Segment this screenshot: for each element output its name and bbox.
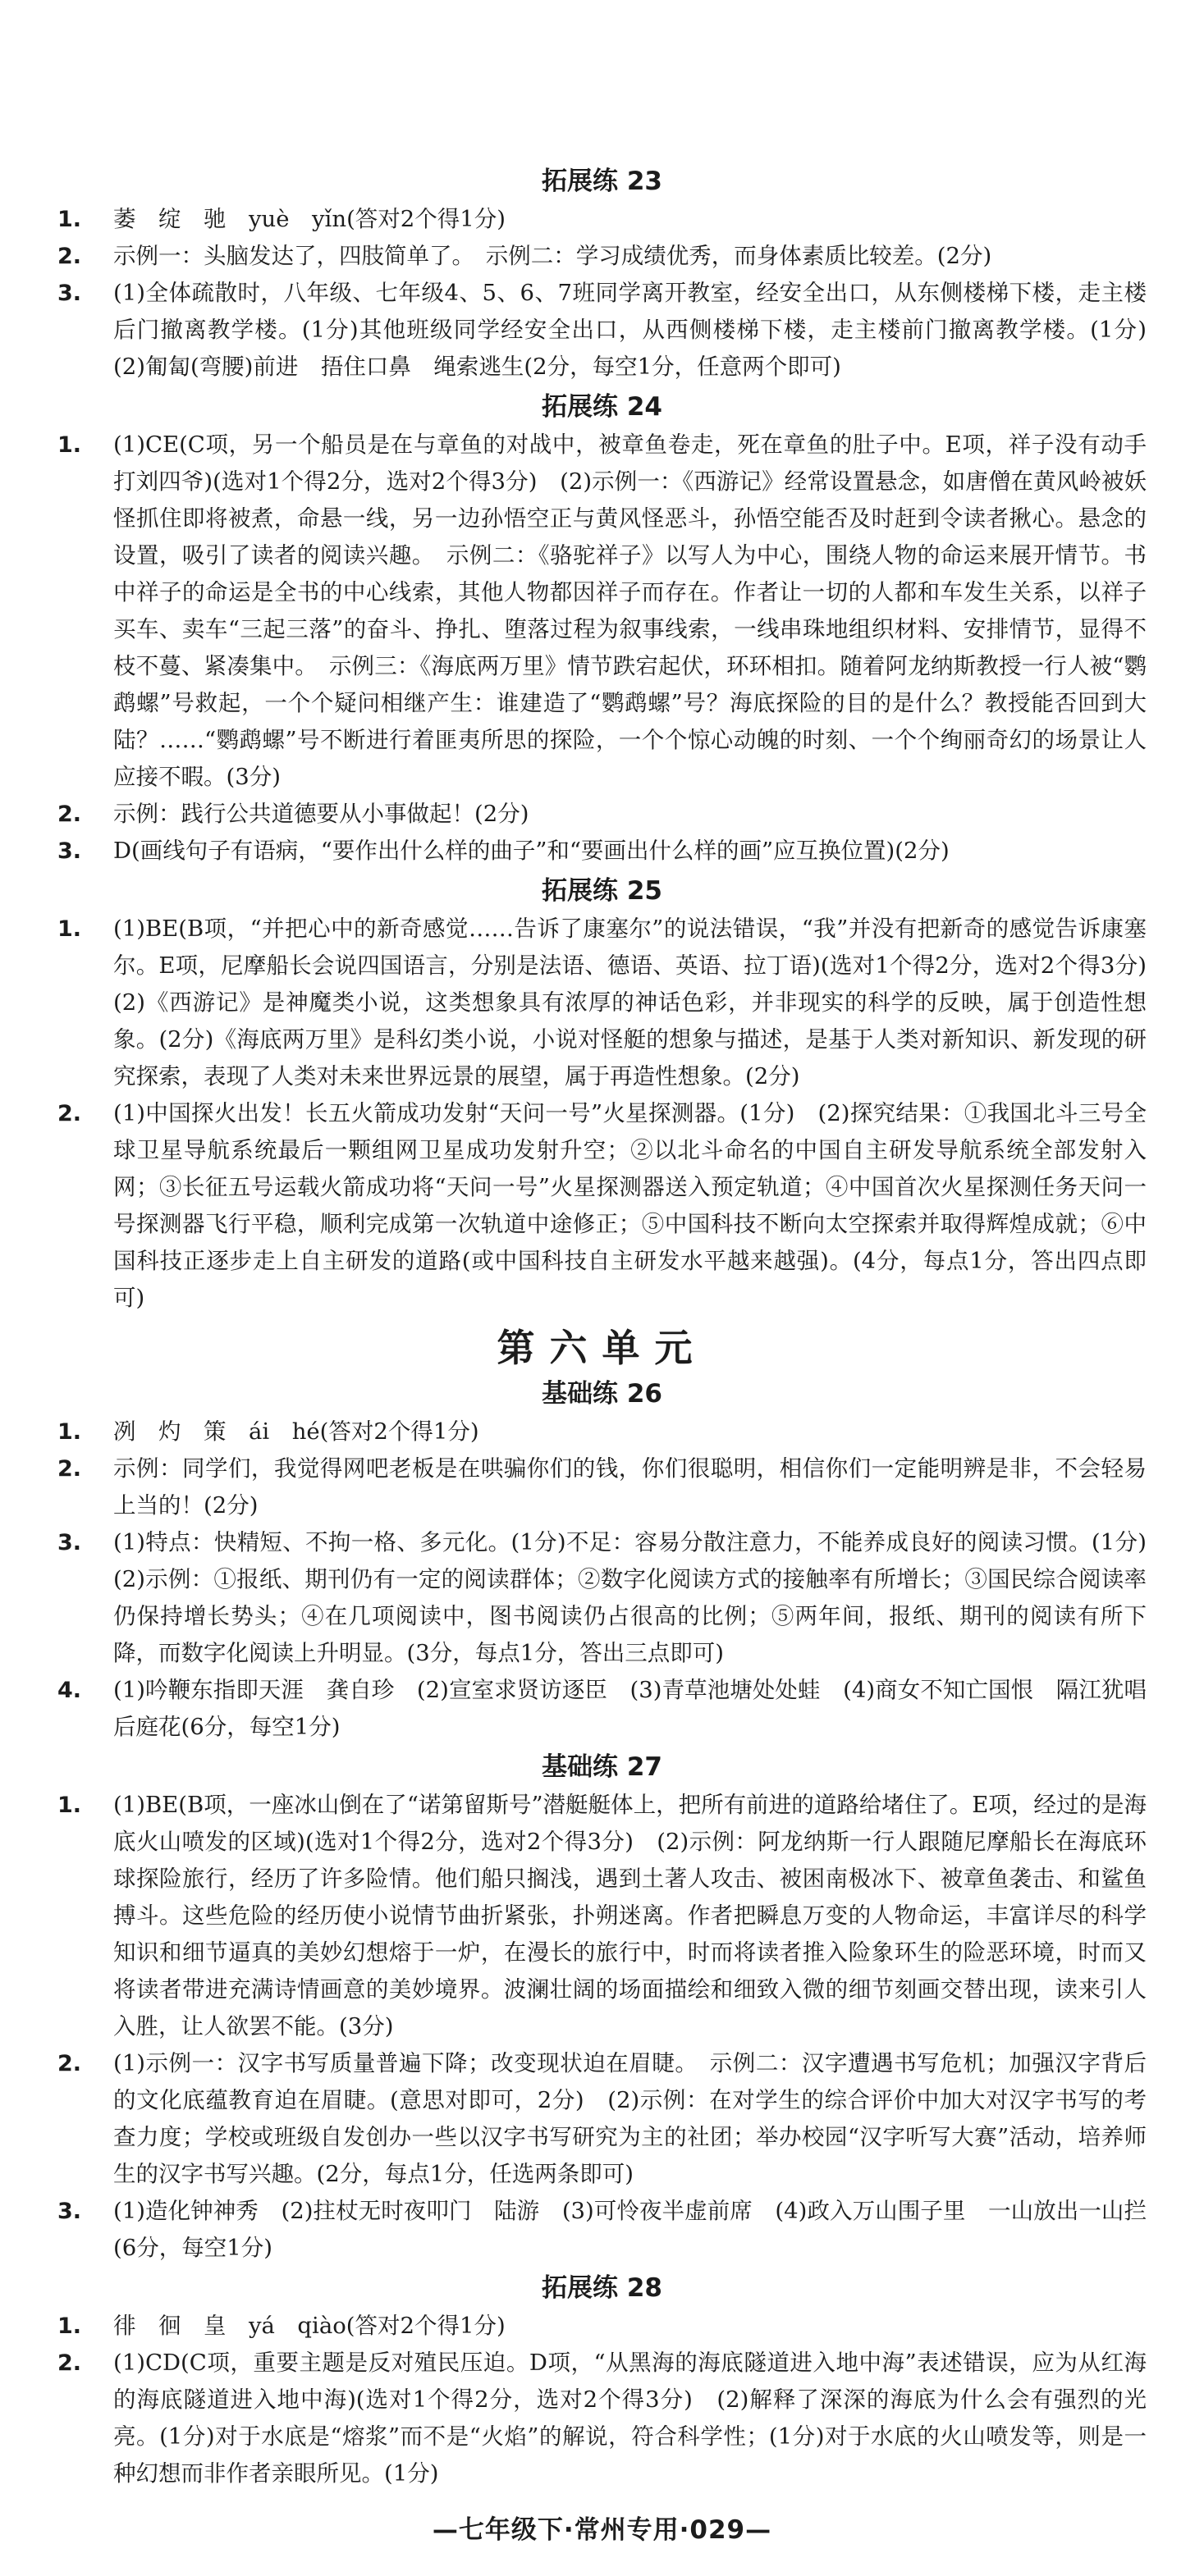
item-number: 3. <box>57 1530 82 1555</box>
answer-item <box>57 238 1147 275</box>
item-number: 1. <box>57 432 82 458</box>
item-number: 2. <box>57 802 82 827</box>
item-number: 1. <box>57 207 82 232</box>
item-text: 示例一：头脑发达了，四肢简单了。 示例二：学习成绩优秀，而身体素质比较差。(2分) <box>113 243 992 269</box>
answer-item <box>57 275 1170 386</box>
item-text: (1)中国探火出发！长五火箭成功发射“天问一号”火星探测器。(1分) (2)探究结果：①我国北斗三号全球卫星导航系统最后一颗组网卫星成功发射升空；②以北斗命名的中国自主研发导航系统全部发射入网；③长征五号运载火箭成功将“天问一号”火星探测器送入预定轨道；④中国首次火星探测任务天问一号探测器飞行平稳，顺利完成第一次轨道中途修正；⑤中国科技不断向太空探索并取得辉煌成就；⑥中国科技正逐步走上自主研发的道路(或中国科技自主研发水平越来越强)。(4分，每点1分，答出四点即可) <box>113 1100 1147 1311</box>
item-text: 萎 绽 驰 yuè yǐn(答对2个得1分) <box>113 206 506 232</box>
answer-item <box>57 1095 1147 1317</box>
answer-item <box>57 2193 1147 2267</box>
answer-item <box>57 1672 1147 1746</box>
item-number: 2. <box>57 2051 82 2076</box>
page-footer: —七年级下·常州专用·029— <box>432 2515 772 2545</box>
item-number: 2. <box>57 244 82 269</box>
item-number: 3. <box>57 838 82 864</box>
section-title: 拓展练 23 <box>542 167 662 196</box>
item-number: 1. <box>57 916 82 942</box>
item-number: 3. <box>57 281 82 306</box>
answer-item <box>57 796 1147 833</box>
answer-content <box>57 165 1170 2492</box>
item-text: (1)CE(C项，另一个船员是在与章鱼的对战中，被章鱼卷走，死在章鱼的肚子中。E项，祥子没有动手打刘四爷)(选对1个得2分，选对2个得3分) (2)示例一：《西游记》经常设置悬念，如唐僧在黄风岭被妖怪抓住即将被煮，命悬一线，另一边孙悟空正与黄风怪恶斗，孙悟空能否及时赶到令读者揪心。悬念的设置，吸引了读者的阅读兴趣。 示例二：《骆驼祥子》以写人为中心，围绕人物的命运来展开情节。书中祥子的命运是全书的中心线索，其他人物都因祥子而存在。作者让一切的人都和车发生关系，以祥子买车、卖车“三起三落”的奋斗、挣扎、堕落过程为叙事线索，一线串珠地组织材料、安排情节，显得不枝不蔓、紧凑集中。 示例三：《海底两万里》情节跌宕起伏，环环相扣。随着阿龙纳斯教授一行人被“鹦鹉螺”号救起，一个个疑问相继产生：谁建造了“鹦鹉螺”号？海底探险的目的是什么？教授能否回到大陆？……“鹦鹉螺”号不断进行着匪夷所思的探险，一个个惊心动魄的时刻、一个个绚丽奇幻的场景让人应接不暇。(3分) <box>113 432 1147 790</box>
item-text: 徘 徊 皇 yá qiào(答对2个得1分) <box>113 2313 506 2339</box>
answer-item <box>57 911 1170 1095</box>
item-number: 4. <box>57 1678 82 1703</box>
section-title: 拓展练 24 <box>542 392 662 422</box>
item-text: (1)BE(B项，一座冰山倒在了“诺第留斯号”潜艇艇体上，把所有前进的道路给堵住了。E项，经过的是海底火山喷发的区域)(选对1个得2分，选对2个得3分) (2)示例：阿龙纳斯一行人跟随尼摩船长在海底环球探险旅行，经历了许多险情。他们船只搁浅，遇到土著人攻击、被困南极冰下、被章鱼袭击、和鲨鱼搏斗。这些危险的经历使小说情节曲折紧张，扑朔迷离。作者把瞬息万变的人物命运，丰富详尽的科学知识和细节逼真的美妙幻想熔于一炉，在漫长的旅行中，时而将读者推入险象环生的险恶环境，时而又将读者带进充满诗情画意的美妙境界。波澜壮阔的场面描绘和细致入微的细节刻画交替出现，读来引人入胜，让人欲罢不能。(3分) <box>113 1792 1147 2039</box>
section-title: 拓展练 28 <box>542 2273 662 2303</box>
item-text: 示例：践行公共道德要从小事做起！(2分) <box>113 801 529 827</box>
section-title: 基础练 26 <box>542 1379 662 1409</box>
item-number: 1. <box>57 1419 82 1445</box>
answer-item <box>57 1414 1147 1450</box>
answer-item <box>57 1450 1147 1524</box>
section-title: 基础练 27 <box>542 1752 662 1782</box>
item-number: 2. <box>57 1101 82 1126</box>
item-number: 2. <box>57 2350 82 2376</box>
item-text: (1)全体疏散时，八年级、七年级4、5、6、7班同学离开教室，经安全出口，从东侧楼梯下楼，走主楼后门撤离教学楼。(1分)其他班级同学经安全出口，从西侧楼梯下楼，走主楼前门撤离教学楼。(1分) (2)匍匐(弯腰)前进 捂住口鼻 绳索逃生(2分，每空1分，任意两个即可) <box>113 280 1170 380</box>
item-text: (1)吟鞭东指即天涯 龚自珍 (2)宣室求贤访逐臣 (3)青草池塘处处蛙 (4)商女不知亡国恨 隔江犹唱后庭花(6分，每空1分) <box>113 1677 1147 1740</box>
answer-item <box>57 2308 1147 2345</box>
item-text: (1)特点：快精短、不拘一格、多元化。(1分)不足：容易分散注意力，不能养成良好的阅读习惯。(1分) (2)示例：①报纸、期刊仍有一定的阅读群体；②数字化阅读方式的接触率有所增长；③国民综合阅读率仍保持增长势头；④在几项阅读中，图书阅读仍占很高的比例；⑤两年间，报纸、期刊的阅读有所下降，而数字化阅读上升明显。(3分，每点1分，答出三点即可) <box>113 1529 1170 1666</box>
answer-item <box>57 833 1147 870</box>
item-text: 示例：同学们，我觉得网吧老板是在哄骗你们的钱，你们很聪明，相信你们一定能明辨是非，不会轻易上当的！(2分) <box>113 1455 1147 1519</box>
section-title: 拓展练 25 <box>542 876 662 906</box>
item-text: D(画线句子有语病，“要作出什么样的曲子”和“要画出什么样的画”应互换位置)(2分) <box>113 838 950 864</box>
item-text: (1)BE(B项，“并把心中的新奇感觉……告诉了康塞尔”的说法错误，“我”并没有把新奇的感觉告诉康塞尔。E项，尼摩船长会说四国语言，分别是法语、德语、英语、拉丁语)(选对1个得2分，选对2个得3分) (2)《西游记》是神魔类小说，这类想象具有浓厚的神话色彩，并非现实的科学的反映，属于创造性想象。(2分)《海底两万里》是科幻类小说，小说对怪艇的想象与描述，是基于人类对新知识、新发现的研究探索，表现了人类对未来世界远景的展望，属于再造性想象。(2分) <box>113 916 1170 1089</box>
item-number: 3. <box>57 2199 82 2224</box>
item-number: 2. <box>57 1456 82 1482</box>
answer-item <box>57 427 1147 796</box>
answer-item <box>57 1524 1170 1672</box>
item-number: 1. <box>57 2313 82 2339</box>
answer-item <box>57 2045 1147 2193</box>
answer-item <box>57 1787 1147 2045</box>
answer-item <box>57 201 1147 238</box>
item-text: 冽 灼 策 ái hé(答对2个得1分) <box>113 1418 479 1445</box>
item-number: 1. <box>57 1793 82 1818</box>
unit-title: 第六单元 <box>497 1326 707 1370</box>
item-text: (1)示例一：汉字书写质量普遍下降；改变现状迫在眉睫。 示例二：汉字遭遇书写危机；加强汉字背后的文化底蕴教育迫在眉睫。(意思对即可，2分) (2)示例：在对学生的综合评价中加大对汉字书写的考查力度；学校或班级自发创办一些以汉字书写研究为主的社团；举办校园“汉字听写大赛”活动，培养师生的汉字书写兴趣。(2分，每点1分，任选两条即可) <box>113 2050 1147 2187</box>
item-text: (1)CD(C项，重要主题是反对殖民压迫。D项，“从黑海的海底隧道进入地中海”表述错误，应为从红海的海底隧道进入地中海)(选对1个得2分，选对2个得3分) (2)解释了深深的海底为什么会有强烈的光亮。(1分)对于水底是“熔浆”而不是“火焰”的解说，符合科学性；(1分)对于水底的火山喷发等，则是一种幻想而非作者亲眼所见。(1分) <box>113 2350 1147 2487</box>
answer-item <box>57 2345 1147 2492</box>
item-text: (1)造化钟神秀 (2)拄杖无时夜叩门 陆游 (3)可怜夜半虚前席 (4)政入万山围子里 一山放出一山拦(6分，每空1分) <box>113 2198 1147 2261</box>
